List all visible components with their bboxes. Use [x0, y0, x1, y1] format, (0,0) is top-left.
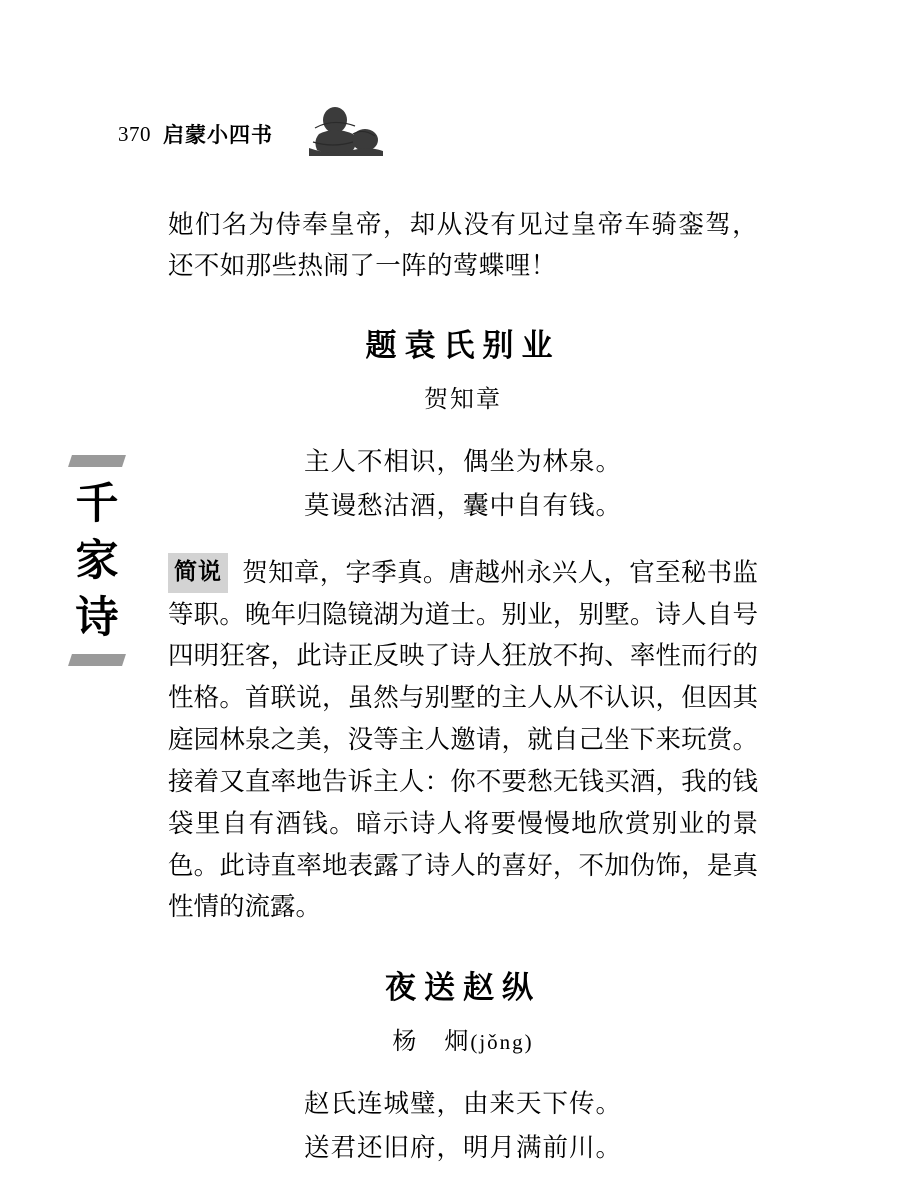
poem-title: 夜送赵纵: [385, 970, 541, 1007]
intro-paragraph: 她们名为侍奉皇帝，却从没有见过皇帝车骑銮驾，还不如那些热闹了一阵的莺蝶哩！: [168, 209, 758, 280]
side-title-char-2: 家: [75, 536, 119, 586]
poem-note: [168, 552, 758, 928]
poem-line: 赵氏连城璧，由来天下传。: [303, 1089, 622, 1119]
page-number: 370: [118, 121, 151, 146]
side-title-char-1: 千: [75, 479, 119, 529]
woodcut-vignette-icon: [295, 104, 395, 156]
poem-lines: [168, 1082, 758, 1170]
poem-author-name: 杨 炯: [392, 1027, 471, 1056]
page-content: [168, 178, 758, 1170]
poem-line: 主人不相识，偶坐为林泉。: [303, 447, 622, 477]
poem-author: [168, 1021, 758, 1056]
series-side-title: [62, 455, 132, 666]
note-text: 贺知章，字季真。唐越州永兴人，官至秘书监等职。晚年归隐镜湖为道士。别业，别墅。诗人自号四明狂客，此诗正反映了诗人狂放不拘、率性而行的性格。首联说，虽然与别墅的主人从不认识，但因其庭园林泉之美，没等主人邀请，就自己坐下来玩赏。接着又直率地告诉主人：你不要愁无钱买酒，我的钱袋里自有酒钱。暗示诗人将要慢慢地欣赏别业的景色。此诗直率地表露了诗人的喜好，不加伪饰，是真性情的流露。: [168, 557, 758, 922]
poem-author-pinyin: (jǒng): [470, 1030, 534, 1055]
side-title-chars: [75, 479, 119, 643]
poem-line: 送君还旧府，明月满前川。: [303, 1132, 622, 1162]
poem-lines: [168, 440, 758, 528]
side-bar-top: [68, 455, 126, 467]
poem-line: 莫谩愁沽酒，囊中自有钱。: [303, 490, 622, 520]
note-tag: 简说: [168, 553, 228, 593]
page-header: [118, 108, 395, 160]
poem-block: [168, 320, 758, 928]
poem-title: 题袁氏别业: [365, 328, 561, 365]
side-title-char-3: 诗: [75, 593, 119, 643]
poem-block: [168, 962, 758, 1170]
poem-author: 贺知章: [424, 385, 502, 414]
book-title: 启蒙小四书: [163, 123, 273, 147]
side-bar-bottom: [68, 654, 126, 666]
